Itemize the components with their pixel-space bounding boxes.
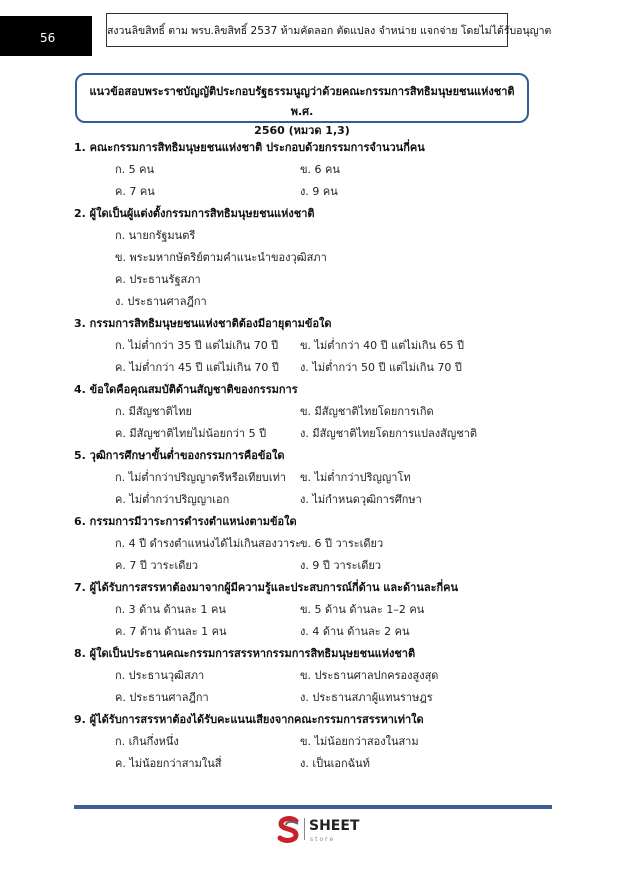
question-6-option-d: ง. 9 ปี วาระเดียว (300, 559, 382, 572)
question-3-option-a: ก. ไม่ต่ำกว่า 35 ปี แต่ไม่เกิน 70 ปี (115, 339, 279, 352)
document-title-line1: แนวข้อสอบพระราชบัญญัติประกอบรัฐธรรมนูญว่าด้วยคณะกรรมการสิทธิมนุษยชนแห่งชาติ พ.ศ. (89, 85, 515, 118)
question-9-option-c: ค. ไม่น้อยกว่าสามในสี่ (115, 757, 222, 770)
question-1-option-d: ง. 9 คน (300, 185, 338, 198)
question-7: 7. ผู้ได้รับการสรรหาต้องมาจากผู้มีความรู้และประสบการณ์กี่ด้าน และด้านละกี่คน (74, 581, 459, 594)
question-7-option-d: ง. 4 ด้าน ด้านละ 2 คน (300, 625, 410, 638)
question-5: 5. วุฒิการศึกษาขั้นต่ำของกรรมการคือข้อใด (74, 449, 285, 462)
question-5-option-c: ค. ไม่ต่ำกว่าปริญญาเอก (115, 493, 230, 506)
logo-subtext: store (310, 836, 336, 843)
question-5-option-d: ง. ไม่กำหนดวุฒิการศึกษา (300, 493, 422, 506)
question-1-option-c: ค. 7 คน (115, 185, 155, 198)
question-3: 3. กรรมการสิทธิมนุษยชนแห่งชาติต้องมีอายุตามข้อใด (74, 317, 332, 330)
question-7-option-a: ก. 3 ด้าน ด้านละ 1 คน (115, 603, 226, 616)
question-9-option-a: ก. เกินกึ่งหนึ่ง (115, 735, 179, 748)
question-8: 8. ผู้ใดเป็นประธานคณะกรรมการสรรหากรรมการสิทธิมนุษยชนแห่งชาติ (74, 647, 416, 660)
question-4-option-c: ค. มีสัญชาติไทยไม่น้อยกว่า 5 ปี (115, 427, 267, 440)
question-2-option-a: ก. นายกรัฐมนตรี (115, 229, 196, 242)
page-number: 56 (40, 31, 56, 45)
sheet-store-logo-icon (276, 816, 302, 844)
question-2-option-c: ค. ประธานรัฐสภา (115, 273, 201, 286)
question-9-option-b: ข. ไม่น้อยกว่าสองในสาม (300, 735, 419, 748)
document-title-line2: 2560 (หมวด 1,3) (254, 124, 350, 137)
question-3-option-d: ง. ไม่ต่ำกว่า 50 ปี แต่ไม่เกิน 70 ปี (300, 361, 462, 374)
question-8-option-a: ก. ประธานวุฒิสภา (115, 669, 205, 682)
copyright-notice: สงวนลิขสิทธิ์ ตาม พรบ.ลิขสิทธิ์ 2537 ห้ามคัดลอก ตัดแปลง จำหน่าย แจกจ่าย โดยไม่ได้รับอนุญาต (106, 13, 508, 47)
question-2-option-b: ข. พระมหากษัตริย์ตามคำแนะนำของวุฒิสภา (115, 251, 327, 264)
logo-text: SHEET (309, 818, 360, 834)
question-1-option-a: ก. 5 คน (115, 163, 155, 176)
question-7-option-b: ข. 5 ด้าน ด้านละ 1–2 คน (300, 603, 425, 616)
question-2-option-d: ง. ประธานศาลฎีกา (115, 295, 207, 308)
question-4-option-b: ข. มีสัญชาติไทยโดยการเกิด (300, 405, 434, 418)
question-6-option-b: ข. 6 ปี วาระเดียว (300, 537, 384, 550)
question-2: 2. ผู้ใดเป็นผู้แต่งตั้งกรรมการสิทธิมนุษยชนแห่งชาติ (74, 207, 315, 220)
question-4: 4. ข้อใดคือคุณสมบัติด้านสัญชาติของกรรมการ (74, 383, 298, 396)
logo-divider (304, 818, 305, 840)
question-4-option-a: ก. มีสัญชาติไทย (115, 405, 193, 418)
question-5-option-a: ก. ไม่ต่ำกว่าปริญญาตรีหรือเทียบเท่า (115, 471, 287, 484)
question-4-option-d: ง. มีสัญชาติไทยโดยการแปลงสัญชาติ (300, 427, 478, 440)
question-1-option-b: ข. 6 คน (300, 163, 340, 176)
question-6-option-c: ค. 7 ปี วาระเดียว (115, 559, 199, 572)
question-9-option-d: ง. เป็นเอกฉันท์ (300, 757, 370, 770)
question-6-option-a: ก. 4 ปี ดำรงตำแหน่งได้ไม่เกินสองวาระ (115, 537, 302, 550)
question-9: 9. ผู้ได้รับการสรรหาต้องได้รับคะแนนเสียงจากคณะกรรมการสรรหาเท่าใด (74, 713, 424, 726)
question-3-option-c: ค. ไม่ต่ำกว่า 45 ปี แต่ไม่เกิน 70 ปี (115, 361, 279, 374)
question-8-option-b: ข. ประธานศาลปกครองสูงสุด (300, 669, 439, 682)
footer-rule (74, 805, 552, 809)
question-8-option-c: ค. ประธานศาลฎีกา (115, 691, 209, 704)
document-title-box (75, 73, 529, 137)
question-5-option-b: ข. ไม่ต่ำกว่าปริญญาโท (300, 471, 411, 484)
question-6: 6. กรรมการมีวาระการดำรงตำแหน่งตามข้อใด (74, 515, 297, 528)
question-1: 1. คณะกรรมการสิทธิมนุษยชนแห่งชาติ ประกอบด้วยกรรมการจำนวนกี่คน (74, 141, 425, 154)
question-8-option-d: ง. ประธานสภาผู้แทนราษฎร (300, 691, 433, 704)
question-7-option-c: ค. 7 ด้าน ด้านละ 1 คน (115, 625, 227, 638)
question-3-option-b: ข. ไม่ต่ำกว่า 40 ปี แต่ไม่เกิน 65 ปี (300, 339, 465, 352)
